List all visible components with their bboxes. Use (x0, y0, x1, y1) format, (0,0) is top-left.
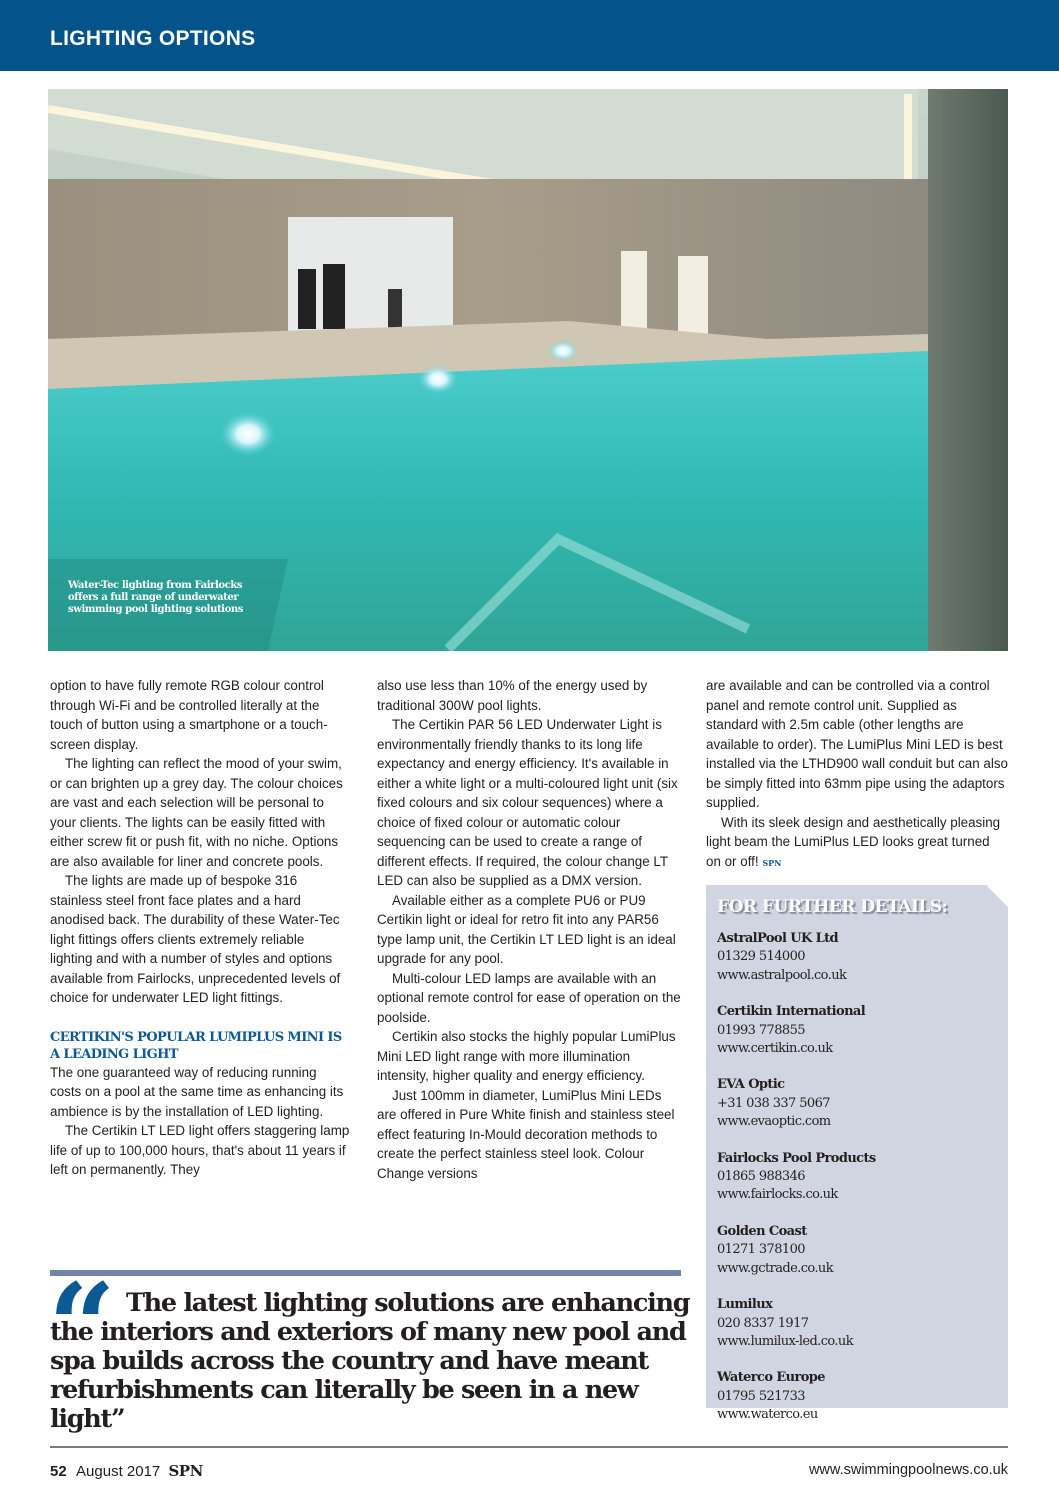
paragraph: are available and can be controlled via a control panel and remote control unit. Supplied as standard with 2.5m cable (other lengths are available to order). The LumiPlus Mini LED is best installed via the LTHD900 wall conduit but can also be simply fitted into 63mm pipe using the adaptors supplied. (706, 678, 1008, 810)
hero-photo-pool (48, 89, 1008, 651)
contact-item (717, 930, 997, 985)
contact-item (717, 1296, 997, 1351)
paragraph: Available either as a complete PU6 or PU9 Certikin light or ideal for retro fit into any PAR56 type lamp unit, the Certikin LT LED light is an ideal upgrade for any pool. (377, 892, 676, 966)
contact-item (717, 1076, 997, 1131)
paragraph: option to have fully remote RGB colour control through Wi-Fi and be controlled literally at the touch of button using a smartphone or a touch-screen display. (50, 678, 328, 752)
pull-quote-text: The latest lighting solutions are enhancing the interiors and exteriors of many new pool and spa builds across the country and have meant refurbishments can literally be seen in a new light” (50, 1288, 690, 1434)
footer-divider (50, 1446, 1008, 1448)
paragraph: The one guaranteed way of reducing running costs on a pool at the same time as enhancing its ambience is by the installation of LED lighting. (50, 1064, 344, 1119)
paragraph: The Certikin LT LED light offers staggering lamp life of up to 100,000 hours, that's about 11 years if left on permanently. They (50, 1123, 350, 1177)
contact-phone: 01993 778855 (717, 1022, 805, 1038)
contact-website[interactable]: www.gctrade.co.uk (717, 1260, 833, 1276)
contact-name: Fairlocks Pool Products (717, 1150, 876, 1166)
pool-illustration (48, 89, 1008, 651)
paragraph: The Certikin PAR 56 LED Underwater Light is environmentally friendly thanks to its long life expectancy and energy efficiency. It's available in either a white light or a multi-coloured light unit (six fixed colours and six colour sequences) where a choice of fixed colour or automatic colour sequencing can be used to create a range of different effects. If required, the colour change LT LED can also be supplied as a DMX version. (377, 717, 678, 888)
contact-name: EVA Optic (717, 1077, 785, 1093)
contact-item (717, 1369, 997, 1424)
pull-quote-rule (50, 1270, 681, 1276)
paragraph: Multi-colour LED lamps are available with an optional remote control for ease of operation on the poolside. (377, 970, 681, 1025)
footer-folio (50, 1462, 203, 1480)
further-details-title: FOR FURTHER DETAILS: (717, 897, 948, 917)
contact-phone: 01271 378100 (717, 1242, 805, 1258)
section-header-bar (0, 0, 1059, 71)
paragraph: The lights are made up of bespoke 316 stainless steel front face plates and a hard anodised back. The durability of these Water-Tec light fittings offers clients extremely reliable lighting and with a number of styles and options available from Fairlocks, unprecedented levels of choice for underwater LED light fittings. (50, 873, 341, 1005)
contact-website[interactable]: www.waterco.eu (717, 1407, 818, 1423)
paragraph: Just 100mm in diameter, LumiPlus Mini LEDs are offered in Pure White finish and stainless steel effect featuring In-Mould decoration methods to create the perfect stainless steel look. Colour Change versions (377, 1087, 675, 1181)
quote-mark-icon: “ (48, 1257, 106, 1396)
contact-name: AstralPool UK Ltd (717, 931, 839, 946)
paragraph-text: With its sleek design and aesthetically pleasing light beam the LumiPlus LED looks great turned on or off! (706, 814, 1001, 869)
contact-phone: 01865 988346 (717, 1169, 805, 1185)
page-number: 52 (50, 1463, 67, 1480)
article-column-1 (50, 676, 350, 1180)
contact-name: Waterco Europe (717, 1370, 825, 1386)
photo-caption: Water-Tec lighting from Fairlocks offers a full range of underwater swimming pool lighting solutions (68, 580, 243, 615)
paragraph: Certikin also stocks the highly popular LumiPlus Mini LED light range with more illumination intensity, higher quality and energy efficiency. (377, 1029, 676, 1083)
contact-name: Golden Coast (717, 1223, 807, 1239)
paragraph: The lighting can reflect the mood of your swim, or can brighten up a grey day. The colour choices are vast and each selection will be personal to your clients. The lights can be easily fitted with either screw fit or push fit, with no niche. Options are also available for liner and concrete pools. (50, 756, 343, 869)
contact-website[interactable]: www.fairlocks.co.uk (717, 1187, 838, 1203)
contact-item (717, 1003, 997, 1058)
paragraph: also use less than 10% of the energy used by traditional 300W pool lights. (377, 678, 648, 713)
further-details-box (706, 885, 1008, 1423)
contact-item (717, 1150, 997, 1205)
issue-date: August 2017 (76, 1463, 161, 1480)
contact-name: Lumilux (717, 1297, 773, 1313)
section-subheading: CERTIKIN'S POPULAR LUMIPLUS MINI IS A LEADING LIGHT (50, 1029, 342, 1062)
article-column-2 (377, 676, 682, 1183)
publication-logo: SPN (168, 1462, 203, 1480)
contact-item (717, 1223, 997, 1278)
article-column-3 (706, 676, 1008, 873)
contact-phone: 01329 514000 (717, 949, 805, 965)
contact-phone: 01795 521733 (717, 1388, 805, 1404)
section-title: LIGHTING OPTIONS (50, 27, 256, 50)
contact-phone: 020 8337 1917 (717, 1315, 809, 1331)
contact-list (717, 930, 997, 1443)
contact-phone: +31 038 337 5067 (717, 1095, 830, 1111)
end-mark: SPN (762, 857, 782, 868)
contact-website[interactable]: www.certikin.co.uk (717, 1041, 833, 1057)
contact-website[interactable]: www.lumilux-led.co.uk (717, 1333, 853, 1349)
contact-website[interactable]: www.astralpool.co.uk (717, 967, 847, 983)
contact-name: Certikin International (717, 1004, 866, 1020)
contact-website[interactable]: www.evaoptic.com (717, 1114, 831, 1130)
paragraph (706, 813, 1008, 874)
footer-website-link[interactable]: www.swimmingpoolnews.co.uk (808, 1462, 1008, 1478)
